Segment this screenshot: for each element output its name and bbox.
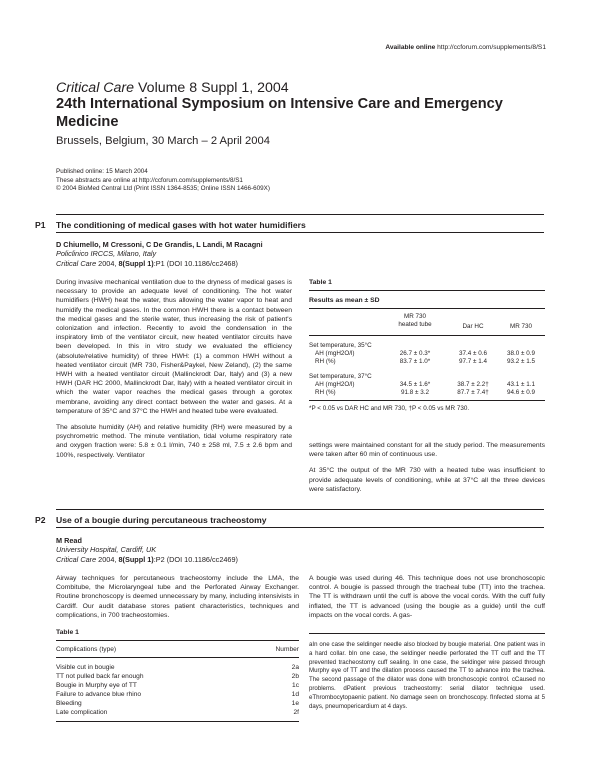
p2-row-label: TT not pulled back far enough (56, 673, 144, 680)
p1-number: P1 (35, 220, 46, 230)
p2-row-value: 2a (291, 664, 299, 671)
p2-row-value: 2b (291, 673, 299, 680)
p1-row-label: AH (mgH2O/l) (315, 381, 355, 388)
table-row (56, 673, 299, 680)
copyright-line: © 2004 BioMed Central Ltd (Print ISSN 1364-8535; Online ISSN 1466-609X) (56, 185, 270, 193)
p1-cell: 91.8 ± 3.2 (401, 389, 429, 396)
p1-title: The conditioning of medical gases with hot water humidifiers (56, 220, 306, 230)
p2-row-value: 1c (292, 682, 299, 689)
p2-right-column (309, 574, 545, 627)
p2-footnotes: aIn one case the seldinger needle also blocked by bougie material. One patient was in a hard collar. bIn one case, the seldinger needle perforated the TT cuff and the TT prevented tracheostomy cuff sealing. In one case, the seldinger wire passed through Murphy eye of TT and the dilation process caused the TT to advance into the trachea. The second passage of the dilator was done with bronchoscopic control. cCaused no problems. dPatient previous tracheostomy: serial dilator technique used. eThrombocytopaenic patient. No damage seen on bronchoscopy. fInfected stoma at 5 days, pneumopericardium at 4 days. (309, 641, 545, 710)
p1-table-footnote: *P < 0.05 vs DAR HC and MR 730, †P < 0.05 vs MR 730. (309, 405, 470, 412)
available-online-line (385, 44, 546, 51)
p1-table (309, 313, 545, 423)
p2-citation-year: 2004, (98, 554, 117, 564)
p1-citation-year: 2004, (98, 258, 117, 268)
p1-group-1-name: Set temperature, 35°C (309, 342, 372, 349)
p2-left-column (56, 574, 299, 627)
p1-cell: 34.5 ± 1.6* (399, 381, 431, 388)
table-row (56, 691, 299, 698)
p2-row-label: Bleeding (56, 700, 82, 707)
p2-row-value: 1e (291, 700, 299, 707)
p2-footnote-rule (309, 633, 545, 634)
p1-affiliation: Policlinico IRCCS, Milano, Italy (56, 249, 157, 259)
p2-paragraph-1: Airway techniques for percutaneous tracheostomy include the LMA, the Combitube, the Microlaryngeal tube and the Perforated Airway Exchanger. Routine bronchoscopy is deemed unnecessary by many, including intensivists in Cardiff. Our audit database stores patient characteristics, techniques and complications, in 700 tracheostomies. (56, 575, 299, 619)
p1-paragraph-3: settings were maintained constant for all the study period. The measurements were taken after 60 min of continuous use. (309, 442, 545, 459)
p2-row-label: Visible cut in bougie (56, 664, 115, 671)
p2-row-value: 2f (293, 709, 299, 716)
p2-row-label: Bougie in Murphy eye of TT (56, 682, 137, 689)
p2-row-value: 1d (291, 691, 299, 698)
p2-top-rule (56, 509, 544, 510)
p1-col-header-1b: heated tube (398, 321, 432, 329)
p2-header-right: Number (275, 646, 299, 653)
p1-left-column (56, 278, 292, 467)
p1-row-label: RH (%) (315, 389, 336, 396)
p2-table-header (56, 646, 299, 653)
available-label: Available online (385, 44, 436, 51)
abstracts-url-line[interactable]: These abstracts are online at http://ccforum.com/supplements/8/S1 (56, 176, 243, 184)
p1-authors-block (56, 240, 263, 268)
p1-table-header-rule (309, 335, 545, 336)
p1-col-header-1 (385, 313, 445, 329)
p2-header-left: Complications (type) (56, 646, 117, 653)
p1-cell: 43.1 ± 1.1 (507, 381, 535, 388)
p1-paragraph-1: During invasive mechanical ventilation due to the dryness of medical gases is necessary to provide an adequate level of conditioning. The hot water humidifiers (HWH) heat the water, thus allowing the water vapor to heat and humidify the medical gases. In the common HWH there is a contact between the medical gases and the sterile water, thus increasing the risk of patient's colonization and infection. Recently to avoid the condensation in the inspiratory limb of the ventilator circuit, new heated ventilator circuits have been developed. In this in vitro study we evaluated the efficiency (absolute/relative humidity) of three HWH: (1) a common HWH without a heated ventilator circuit (MR 730, Fisher&Paykel, New Zeland), (2) the same HWH with a heated ventilator circuit (Mallinckrodt Dar, Italy) and (3) a new HWH (DAR HC 2000, Mallinckrodt Dar, Italy) with a heated ventilator circuit in which the water vapor reaches the medical gases through a gorotex membrane, avoiding any direct contact between the water and gases. At a temperature of 35°C and 37°C the HWH and heated tube were evaluated. (56, 279, 292, 415)
p2-citation-vol: 8(Suppl 1) (118, 554, 154, 564)
p2-row-label: Late complication (56, 709, 108, 716)
p1-citation-rest: :P1 (DOI 10.1186/cc2468) (153, 258, 238, 268)
table-row (56, 682, 299, 689)
p2-table-bottom-rule (56, 721, 299, 722)
p1-authors: D Chiumello, M Cressoni, C De Grandis, L Landi, M Racagni (56, 240, 263, 249)
p1-col-header-2: Dar HC (462, 323, 484, 330)
p1-cell: 38.7 ± 2.2† (457, 381, 489, 388)
p2-table-rule-1 (56, 640, 299, 641)
p2-table-label: Table 1 (56, 629, 79, 636)
p1-cell: 37.4 ± 0.6 (459, 350, 487, 357)
p1-row-label: AH (mgH2O/l) (315, 350, 355, 357)
p1-table-label: Table 1 (309, 279, 332, 286)
published-date: Published online: 15 March 2004 (56, 168, 148, 175)
journal-name: Critical Care (56, 80, 135, 96)
p1-row-label: RH (%) (315, 358, 336, 365)
p2-citation-journal: Critical Care (56, 554, 97, 564)
p2-citation-rest: :P2 (DOI 10.1186/cc2469) (153, 554, 238, 564)
p2-title-rule (56, 527, 544, 528)
p1-cell: 26.7 ± 0.3* (399, 350, 431, 357)
p1-table-subtitle: Results as mean ± SD (309, 297, 380, 304)
p1-paragraph-2: The absolute humidity (AH) and relative humidity (RH) were measured by a psychrometric method. The minute ventilation, tidal volume respiratory rate and oxygen fraction were: 5.8 ± 0.1 l/min, 740 ± 258 ml, 7.5 ± 2.6 bpm and 100%, respectively. Ventilator (56, 424, 292, 459)
p1-cell: 83.7 ± 1.0* (399, 358, 431, 365)
p1-table-rule-2 (309, 308, 545, 309)
p1-cell: 93.2 ± 1.5 (507, 358, 535, 365)
p2-affiliation: University Hospital, Cardiff, UK (56, 545, 157, 555)
table-row (56, 709, 299, 716)
p1-title-rule (56, 232, 544, 233)
symposium-title: 24th International Symposium on Intensive Care and Emergency Medicine (56, 96, 503, 130)
p1-citation-vol: 8(Suppl 1) (118, 258, 154, 268)
available-url[interactable]: http://ccforum.com/supplements/8/S1 (437, 44, 546, 51)
p1-paragraph-4: At 35°C the output of the MR 730 with a heated tube was insufficient to provide adequate levels of conditioning, while at 37°C all the three devices were satisfactory. (309, 467, 545, 493)
p1-cell: 38.0 ± 0.9 (507, 350, 535, 357)
location-dates: Brussels, Belgium, 30 March – 2 April 2004 (56, 135, 270, 147)
p1-citation-journal: Critical Care (56, 258, 97, 268)
p1-table-bottom-rule (309, 400, 545, 401)
p2-paragraph-2: A bougie was used during 46. This technique does not use bronchoscopic control. A bougie is passed through the tracheal tube (TT) into the trachea. The TT is withdrawn until the cuff is above the vocal cords. With the cuff fully inflated, the TT is advanced (using the bougie as a guide) until the cuff impacts on the vocal cords. A gas- (309, 575, 545, 619)
p1-group-2-name: Set temperature, 37°C (309, 373, 372, 380)
p1-top-rule (56, 214, 544, 215)
p1-right-column (309, 441, 545, 501)
p1-citation (56, 259, 263, 268)
p2-citation (56, 555, 238, 564)
journal-line (56, 80, 289, 96)
p1-table-rule-1 (309, 290, 545, 291)
p1-cell: 94.6 ± 0.9 (507, 389, 535, 396)
p2-authors: M Read (56, 536, 82, 545)
p2-title: Use of a bougie during percutaneous tracheostomy (56, 515, 267, 525)
p1-col-header-3: MR 730 (509, 323, 533, 330)
journal-volume: Volume 8 Suppl 1, 2004 (138, 80, 289, 96)
table-row (56, 664, 299, 671)
publication-info (56, 168, 270, 194)
p1-cell: 97.7 ± 1.4 (459, 358, 487, 365)
p2-number: P2 (35, 515, 46, 525)
p1-cell: 87.7 ± 7.4† (457, 389, 489, 396)
table-row (56, 700, 299, 707)
p1-col-header-1a: MR 730 (403, 313, 427, 320)
p2-table-rule-2 (56, 657, 299, 658)
p2-row-label: Failure to advance blue rhino (56, 691, 142, 698)
p2-authors-block (56, 536, 238, 564)
